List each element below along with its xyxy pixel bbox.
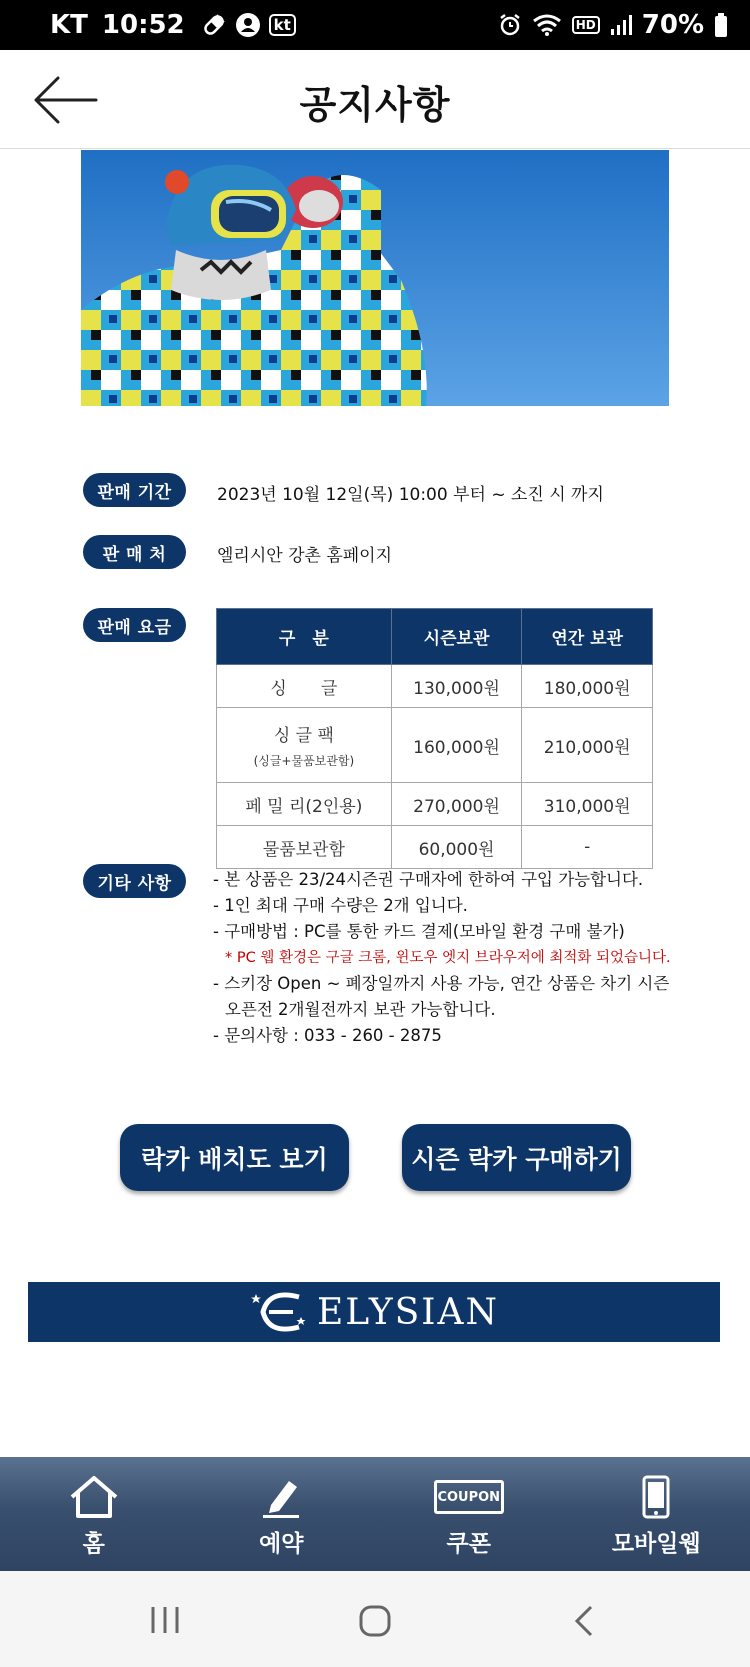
seller-value: 엘리시안 강촌 홈페이지 [217,546,393,566]
carrier-label: KT [50,10,88,40]
elysian-logo-icon [249,1287,309,1337]
back-system-button[interactable] [555,1601,615,1641]
row-name: 싱 글 [217,665,392,708]
wifi-icon [532,13,562,37]
nav-home[interactable] [0,1457,188,1571]
recent-apps-button[interactable] [135,1601,195,1641]
seller-label: 판 매 처 [83,535,186,569]
table-header-row [217,609,653,665]
hd-voice-icon: HD [572,16,600,34]
back-chevron-icon [555,1601,615,1641]
table-row [217,783,653,826]
nav-coupon-label: 쿠폰 [446,1531,491,1557]
price-label: 판매 요금 [83,608,186,642]
nav-reserve-label: 예약 [259,1531,304,1557]
row-annual-price: 180,000원 [522,665,653,708]
nav-coupon[interactable] [375,1457,563,1571]
locker-layout-button[interactable]: 락카 배치도 보기 [120,1124,349,1191]
browser-notice: * PC 웹 환경은 구글 크롬, 윈도우 엣지 브라우저에 최적화 되었습니다. [225,950,671,966]
note-item: - 스키장 Open ~ 폐장일까지 사용 가능, 연간 상품은 차기 시즌 [213,974,670,993]
coupon-icon-text: COUPON [434,1480,504,1514]
table-header-season: 시즌보관 [391,609,522,665]
system-navigation-bar [0,1571,750,1667]
hero-banner-image [81,150,669,406]
page-header [0,50,750,149]
signal-icon [610,14,632,36]
row-season-price: 130,000원 [391,665,522,708]
smartphone-icon [641,1475,671,1519]
home-system-button[interactable] [345,1601,405,1641]
row-annual-price: 310,000원 [522,783,653,826]
row-name: 페 밀 리(2인용) [217,783,392,826]
clock: 10:52 [101,10,185,40]
table-row [217,826,653,869]
row-season-price: 160,000원 [391,708,522,783]
kt-app-icon: kt [269,14,296,36]
note-item-continued: 오픈전 2개월전까지 보관 가능합니다. [225,1000,496,1019]
nav-mobile-web[interactable] [563,1457,750,1571]
row-annual-price: 210,000원 [522,708,653,783]
note-item: - 본 상품은 23/24시즌권 구매자에 한하여 구입 가능합니다. [213,870,644,889]
row-season-price: 270,000원 [391,783,522,826]
sales-period-value: 2023년 10월 12일(목) 10:00 부터 ~ 소진 시 까지 [217,485,604,505]
battery-icon [714,12,728,38]
page-title: 공지사항 [299,83,451,127]
row-name: 싱 글 팩 [273,726,334,746]
home-circle-icon [345,1601,405,1641]
table-header-category: 구 분 [217,609,392,665]
pencil-icon [259,1475,303,1519]
elysian-brand-banner [28,1282,720,1342]
note-item: - 구매방법 : PC를 통한 카드 결제(모바일 환경 구매 불가) [213,922,625,941]
note-item: - 문의사항 : 033 - 260 - 2875 [213,1026,442,1045]
account-icon [235,12,261,38]
price-table [216,608,653,869]
home-icon [68,1475,120,1519]
buy-season-locker-button[interactable]: 시즌 락카 구매하기 [402,1124,631,1191]
row-annual-price: - [522,826,653,869]
row-name-cell [217,708,392,783]
notes-list [213,867,673,1049]
row-season-price: 60,000원 [391,826,522,869]
coupon-icon [434,1475,504,1519]
table-row [217,708,653,783]
pill-icon [201,12,227,38]
nav-home-label: 홈 [82,1531,105,1557]
alarm-icon [498,13,522,37]
brand-name: ELYSIAN [316,1291,500,1333]
row-name-note: (싱글+물품보관함) [253,754,355,768]
nav-reserve[interactable] [188,1457,376,1571]
battery-percent: 70% [641,10,704,40]
table-header-annual: 연간 보관 [522,609,653,665]
status-bar [0,0,750,50]
nav-mobile-web-label: 모바일웹 [611,1531,701,1557]
recent-apps-icon [135,1601,195,1641]
note-item: - 1인 최대 구매 수량은 2개 입니다. [213,896,468,915]
table-row [217,665,653,708]
bottom-navigation [0,1457,750,1571]
etc-label: 기타 사항 [83,864,186,898]
sales-period-label: 판매 기간 [83,473,186,507]
row-name: 물품보관함 [217,826,392,869]
